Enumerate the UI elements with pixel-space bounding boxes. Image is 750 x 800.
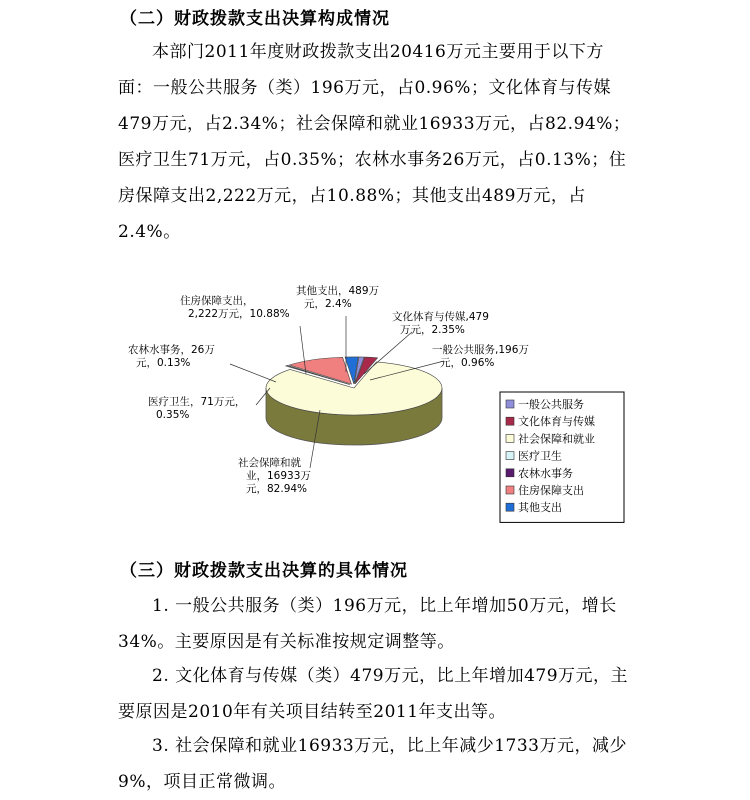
detail-item-2-text: 2. 文化体育与传媒（类）479万元，比上年增加479万元，主要原因是2010年有关项目结转至2011年支出等。: [118, 666, 629, 722]
legend-swatch-1: [506, 400, 514, 408]
legend-label-5: 农林水事务: [518, 466, 573, 480]
section-heading-details: （三）财政拨款支出决算的具体情况: [120, 561, 408, 581]
leader-line-5: [230, 364, 276, 382]
detail-item-1: [118, 588, 638, 660]
legend-label-4: 医疗卫生: [518, 449, 562, 463]
slice-label-1-line-1: 一般公共服务,196万: [432, 344, 529, 356]
composition-text: 本部门2011年度财政拨款支出20416万元主要用于以下方面：一般公共服务（类）196万元，占0.96%；文化体育与传媒479万元，占2.34%；社会保障和就业16933万元，占82.94%；医疗卫生71万元，占0.35%；农林水事务26万元，占0.13%；住房保障支出2,222万元，占10.88%；其他支出489万元，占2.4%。: [118, 42, 631, 242]
slice-label-2-line-1: 文化体育与传媒,479: [392, 311, 489, 323]
slice-label-4-line-2: 0.35%: [156, 409, 190, 421]
legend-label-6: 住房保障支出: [518, 484, 584, 497]
slice-label-4-line-1: 医疗卫生，71万元，: [148, 396, 246, 408]
pie-chart-svg: [120, 268, 640, 532]
slice-label-1-line-2: 元，0.96%: [440, 357, 495, 369]
legend-label-3: 社会保障和就业: [518, 432, 595, 446]
detail-item-3: [118, 728, 638, 800]
legend-swatch-5: [506, 469, 514, 477]
legend-swatch-3: [506, 434, 514, 442]
legend-swatch-7: [506, 503, 514, 511]
slice-label-3-line-1: 社会保障和就: [238, 457, 301, 469]
slice-label-7-line-1: 其他支出，489万: [296, 285, 380, 297]
section-heading-composition: （二）财政拨款支出决算构成情况: [120, 9, 390, 29]
slice-label-6-line-1: 住房保障支出，: [180, 295, 254, 307]
legend-swatch-6: [506, 486, 514, 494]
pie-chart: [120, 268, 640, 532]
legend-label-7: 其他支出: [518, 501, 562, 515]
slice-label-6-line-2: 2,222万元，10.88%: [188, 308, 290, 320]
slice-label-5-line-1: 农林水事务，26万: [128, 344, 215, 356]
legend-swatch-2: [506, 417, 514, 425]
legend-label-1: 一般公共服务: [518, 398, 584, 411]
detail-item-2: [118, 658, 638, 730]
detail-item-1-text: 1. 一般公共服务（类）196万元，比上年增加50万元，增长34%。主要原因是有关标准按规定调整等。: [118, 596, 617, 652]
slice-label-5-line-2: 元，0.13%: [136, 357, 191, 369]
slice-label-7-line-2: 元，2.4%: [304, 298, 352, 310]
legend-swatch-4: [506, 452, 514, 460]
detail-item-3-text: 3. 社会保障和就业16933万元，比上年减少1733万元，减少9%，项目正常微调。: [118, 736, 627, 792]
composition-paragraph: [118, 34, 638, 250]
slice-label-3-line-3: 元，82.94%: [246, 483, 308, 495]
slice-label-3-line-2: 业，16933万: [246, 470, 311, 482]
slice-label-2-line-2: 万元，2.35%: [400, 324, 465, 336]
legend-label-2: 文化体育与传媒: [518, 415, 595, 429]
